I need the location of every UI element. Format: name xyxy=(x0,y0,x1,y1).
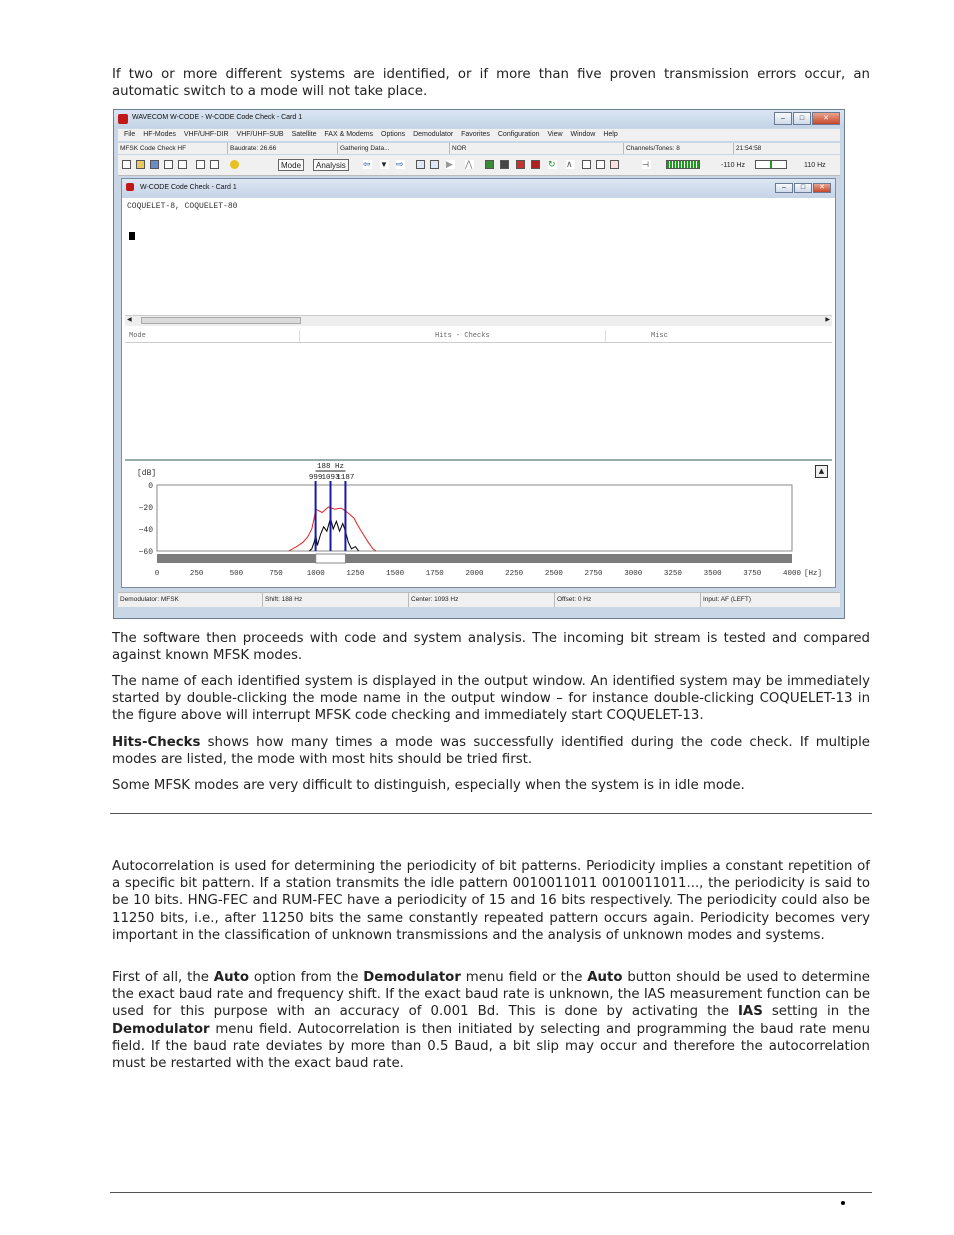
menu-demodulator[interactable]: Demodulator xyxy=(413,131,454,138)
x-tick-label: 3500 xyxy=(703,570,722,578)
hits-table-body[interactable] xyxy=(125,343,832,455)
minimize-button[interactable]: – xyxy=(774,112,792,125)
demodulator-status: Demodulator: MFSK xyxy=(118,593,263,607)
column-mode[interactable]: Mode xyxy=(129,332,146,340)
output-window[interactable] xyxy=(125,199,832,310)
marker-label: 1093 xyxy=(321,474,340,482)
channels-status: Channels/Tones: 8 xyxy=(624,143,734,154)
baudrate-status: Baudrate: 26.66 xyxy=(228,143,338,154)
menu-favorites[interactable]: Favorites xyxy=(461,131,490,138)
autocorrelation-paragraph: Autocorrelation is used for determining the periodicity of bit patterns. Periodicity implies a constant repetition of a specific bit pattern. If a station transmits the idle pattern 0010011011 0010011011..., the periodicity is said to be 10 bits. HNG-FEC and RUM-FEC have a periodicity of 15 and 16 bits respectively. The periodicity could also be 11250 bits, i.e., after 11250 bits the same constantly repeated pattern occurs again. Periodicity becomes very important in the classification of unknown transmissions and the analysis of unknown modes and systems. xyxy=(112,859,870,943)
y-tick-label: −60 xyxy=(138,548,153,557)
horizontal-scrollbar[interactable] xyxy=(125,315,832,326)
x-tick-label: 2250 xyxy=(505,570,524,578)
marker-label: 1187 xyxy=(336,474,355,482)
level-meter-icon xyxy=(666,160,700,169)
x-tick-label: 500 xyxy=(229,570,244,578)
x-tick-label: 2000 xyxy=(465,570,484,578)
lock-icon[interactable] xyxy=(416,160,425,169)
pb-filter-icon[interactable] xyxy=(596,160,605,169)
column-misc[interactable]: Misc xyxy=(651,332,668,340)
menu-window[interactable]: Window xyxy=(570,131,596,138)
record-icon[interactable] xyxy=(610,160,619,169)
column-hits-checks[interactable]: Hits - Checks xyxy=(435,332,490,340)
scrollbar-thumb[interactable] xyxy=(141,317,301,324)
x-tick-label: 1250 xyxy=(346,570,365,578)
waterfall-icon[interactable] xyxy=(516,160,525,169)
center-status: Center: 1093 Hz xyxy=(409,593,555,607)
menu-hf-modes[interactable]: HF-Modes xyxy=(143,131,176,138)
menu-vhf-uhf-sub[interactable]: VHF/UHF-SUB xyxy=(236,131,284,138)
title-bar xyxy=(114,110,844,128)
filter-icon[interactable]: ∧ xyxy=(566,160,575,169)
status-row xyxy=(118,143,840,154)
x-tick-label: 0 xyxy=(154,570,160,578)
child-minimize-button[interactable]: – xyxy=(775,183,793,193)
child-maximize-button[interactable]: □ xyxy=(794,183,812,193)
new-icon[interactable] xyxy=(122,160,131,169)
maximize-button[interactable]: □ xyxy=(793,112,811,125)
mode-status: MFSK Code Check HF xyxy=(118,143,228,154)
save-icon[interactable] xyxy=(150,160,159,169)
collapse-triangle-icon[interactable]: ▲ xyxy=(815,465,828,478)
shift-label: 188 Hz xyxy=(317,463,345,471)
cut-icon[interactable] xyxy=(196,160,205,169)
menu-configuration[interactable]: Configuration xyxy=(497,131,540,138)
y-axis-label: [dB] xyxy=(137,469,157,478)
intro-paragraph: If two or more different systems are identified, or if more than five proven transmission errors occur, an automatic switch to a mode will not take place. xyxy=(112,67,870,100)
help-icon[interactable] xyxy=(230,160,239,169)
section-divider xyxy=(110,813,872,814)
mode-button[interactable]: Mode xyxy=(278,159,304,171)
application-window xyxy=(113,109,845,619)
copy-icon[interactable] xyxy=(210,160,219,169)
freq-offset-right: 110 Hz xyxy=(804,162,826,169)
spectrum-panel xyxy=(125,459,832,587)
x-tick-label: 4000 xyxy=(782,570,802,578)
x-tick-label: 750 xyxy=(269,570,283,578)
wavecom-logo-icon xyxy=(118,114,128,124)
menu-vhf-uhf-dir[interactable]: VHF/UHF-DIR xyxy=(183,131,229,138)
toolbar xyxy=(118,155,840,176)
open-icon[interactable] xyxy=(136,160,145,169)
wavecom-child-icon xyxy=(126,183,134,191)
offset-status: Offset: 0 Hz xyxy=(555,593,701,607)
text-cursor xyxy=(129,232,135,240)
frequency-band-selection xyxy=(316,554,346,563)
x-tick-label: 2500 xyxy=(544,570,563,578)
child-close-button[interactable]: ✕ xyxy=(813,183,831,193)
antenna-icon[interactable]: ⋀ xyxy=(465,159,473,169)
lp-filter-icon[interactable] xyxy=(582,160,591,169)
output-text[interactable]: COQUELET-8, COQUELET-80 xyxy=(127,202,238,211)
scroll-right-icon[interactable]: ▶ xyxy=(825,316,830,323)
close-button[interactable]: ✕ xyxy=(812,112,840,125)
time-status: 21:54:58 xyxy=(736,145,762,152)
gathering-status: Gathering Data... xyxy=(338,143,450,154)
y-tick-label: −20 xyxy=(138,504,153,513)
menu-file[interactable]: File xyxy=(124,131,136,138)
menu-options[interactable]: Options xyxy=(381,131,406,138)
tuning-icon[interactable]: ⊣ xyxy=(642,160,651,169)
y-tick-label: 0 xyxy=(148,482,153,491)
menu-satellite[interactable]: Satellite xyxy=(291,131,317,138)
refresh-icon[interactable]: ↻ xyxy=(548,159,556,169)
marker-label: 999 xyxy=(308,474,323,482)
signal-icon[interactable] xyxy=(485,160,494,169)
idle-mode-paragraph: Some MFSK modes are very difficult to distinguish, especially when the system is in idle mode. xyxy=(112,778,745,793)
x-tick-label: 250 xyxy=(189,570,204,578)
menu-fax-modems[interactable]: FAX & Modems xyxy=(324,131,374,138)
x-tick-label: 1500 xyxy=(386,570,405,578)
spectrum-chart xyxy=(125,461,832,585)
code-check-window xyxy=(121,178,836,588)
play-icon[interactable]: ▶ xyxy=(446,160,455,169)
hits-checks-paragraph: Hits-Checks shows how many times a mode was successfully identified during the code check. If multiple modes are listed, the mode with most hits should be tried first. xyxy=(112,735,870,768)
scroll-left-icon[interactable]: ◀ xyxy=(127,316,132,323)
shift-status: Shift: 188 Hz xyxy=(263,593,409,607)
analysis-button[interactable]: Analysis xyxy=(313,159,349,171)
x-tick-label: 3750 xyxy=(743,570,762,578)
y-tick-label: −40 xyxy=(138,526,153,535)
child-window-title: W-CODE Code Check - Card 1 xyxy=(140,184,237,191)
window-title: WAVECOM W-CODE - W-CODE Code Check - Card 1 xyxy=(132,114,303,121)
x-tick-label: 3250 xyxy=(663,570,682,578)
footer-bullet xyxy=(841,1201,845,1205)
menu-help[interactable]: Help xyxy=(603,131,618,138)
print-icon[interactable] xyxy=(164,160,173,169)
code-icon[interactable] xyxy=(430,160,439,169)
nor-status: NOR xyxy=(450,143,624,154)
bottom-status-bar xyxy=(118,592,840,607)
x-tick-label: 1000 xyxy=(306,570,325,578)
footer-rule xyxy=(110,1192,872,1193)
x-tick-label: 3000 xyxy=(624,570,643,578)
frequency-band-bar xyxy=(157,554,792,563)
chevron-down-icon[interactable]: ▼ xyxy=(380,160,388,169)
plot-area xyxy=(157,485,792,551)
print-setup-icon[interactable] xyxy=(178,160,187,169)
bars-icon[interactable] xyxy=(500,160,509,169)
baud-rate-paragraph: First of all, the Auto option from the Demodulator menu field or the Auto button should be used to determine the exact baud rate and frequency shift. If the exact baud rate is unknown, the IAS measurement function can be used for this purpose with an accuracy of 0.001 Bd. This is done by activating the IAS setting in the Demodulator menu field. Autocorrelation is then initiated by selecting and programming the baud rate menu field. If the baud rate deviates by more than 0.5 Baud, a bit slip may occur and therefore the autocorrelation must be restarted with the exact baud rate. xyxy=(112,970,870,1072)
freq-offset-left: -110 Hz xyxy=(721,162,745,169)
menu-bar xyxy=(118,129,840,141)
tuning-meter-icon xyxy=(755,160,787,169)
output-window-paragraph: The name of each identified system is displayed in the output window. An identified system may be immediately started by double-clicking the mode name in the output window – for instance double-clicking COQUELET-13 in the figure above will interrupt MFSK code checking and immediately start COQUELET-13. xyxy=(112,674,870,724)
x-tick-label: 1750 xyxy=(425,570,444,578)
input-status: Input: AF (LEFT) xyxy=(703,596,752,603)
hits-table-header xyxy=(125,330,832,343)
x-axis-label: [Hz] xyxy=(803,570,822,578)
menu-view[interactable]: View xyxy=(547,131,563,138)
x-tick-label: 2750 xyxy=(584,570,603,578)
arrow-right-icon[interactable]: ⇨ xyxy=(396,159,404,169)
analysis-paragraph: The software then proceeds with code and system analysis. The incoming bit stream is tested and compared against known MFSK modes. xyxy=(112,631,870,664)
child-title-bar xyxy=(122,179,835,198)
fft-icon[interactable] xyxy=(531,160,540,169)
arrow-left-icon[interactable]: ⇦ xyxy=(363,159,371,169)
hits-checks-term: Hits-Checks xyxy=(112,735,201,750)
